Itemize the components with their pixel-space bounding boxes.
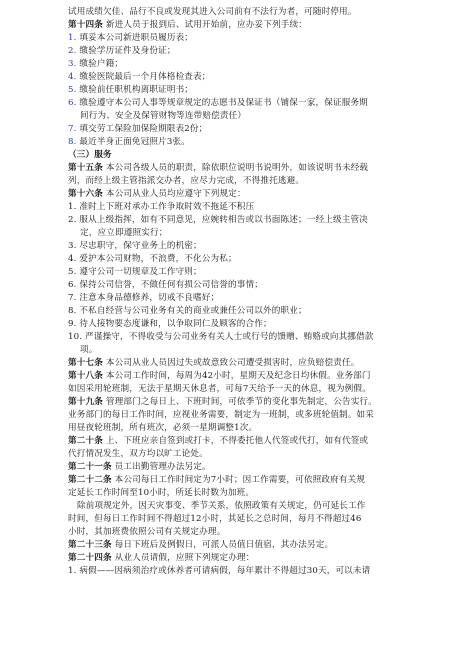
text-line bbox=[68, 123, 426, 136]
line-text: 本公司从业人员因过失或故意致公司遭受损害时，应负赔偿责任。 bbox=[102, 358, 360, 368]
line-text: 服从上级指挥，如有不同意见，应婉转相告或以书面陈述；一经上级主管决 bbox=[76, 215, 368, 225]
list-number: 8. bbox=[68, 137, 77, 147]
line-text: 定，应立即遵照实行； bbox=[80, 228, 168, 238]
line-text: 遵守公司一切规章及工作守则； bbox=[76, 267, 202, 277]
line-text: 本公司各级人员的职责，除依职位说明书说明外，如该说明书未经载 bbox=[102, 163, 369, 173]
article-number: 第十四条 bbox=[68, 20, 103, 30]
text-line bbox=[68, 227, 426, 240]
line-text: 管理部门之每日上、下班时间，可依季节的变化事先制定，公告实行。 bbox=[102, 397, 377, 407]
list-number: 7. bbox=[68, 293, 77, 303]
line-text: 间行为、安全及保管财物等连带赔偿责任） bbox=[80, 111, 247, 121]
article-number: 第十五条 bbox=[68, 163, 103, 173]
line-text: 严谨操守，不得收受与公司业务有关人士或行号的馈赠、贿赂或向其挪借款 bbox=[82, 332, 374, 342]
line-text: 试用成绩欠佳、品行不良或发现其进入公司前有不法行为者，可随时停用。 bbox=[68, 7, 357, 17]
text-line bbox=[68, 214, 426, 227]
line-text: 用昼夜轮班制，所有班次，必须一星期调整1次。 bbox=[68, 423, 258, 433]
line-text: 缴验户籍； bbox=[76, 59, 124, 69]
list-number: 8. bbox=[68, 306, 77, 316]
text-line bbox=[68, 318, 426, 331]
list-number: 2. bbox=[68, 215, 77, 225]
text-line bbox=[68, 552, 426, 565]
list-number: 5. bbox=[68, 267, 77, 277]
list-number: 4. bbox=[68, 254, 77, 264]
list-number: 1. bbox=[68, 33, 77, 43]
line-text: 病假——因病须治疗或休养者可请病假，每年累计不得超过30天，可以未请 bbox=[76, 566, 371, 576]
list-number: 1. bbox=[68, 566, 77, 576]
text-line bbox=[68, 539, 426, 552]
list-number: 10. bbox=[68, 332, 83, 342]
line-text: 填妥本公司新进职员履历表； bbox=[76, 33, 194, 43]
text-line bbox=[68, 162, 426, 175]
line-text: 填交劳工保险加保险期限表2份； bbox=[76, 124, 208, 134]
text-line bbox=[68, 565, 426, 578]
text-line bbox=[68, 71, 426, 84]
article-number: 第二十四条 bbox=[68, 553, 112, 563]
article-number: 第二十一条 bbox=[68, 462, 112, 472]
line-text: 代打情况发生，双方均以旷工论处。 bbox=[68, 449, 208, 459]
line-text: 本公司工作时间，每周为42小时，星期天及纪念日均休假。业务部门 bbox=[102, 371, 371, 381]
text-line bbox=[68, 45, 426, 58]
text-line bbox=[68, 396, 426, 409]
line-text: 缴验遵守本公司人事等规章规定的志愿书及保证书（铺保一家，保证服务期 bbox=[76, 98, 368, 108]
text-line bbox=[68, 19, 426, 32]
line-text: 缴验医院最后一个月体格检查表； bbox=[76, 72, 211, 82]
article-number: 第二十三条 bbox=[68, 540, 112, 550]
text-line bbox=[68, 149, 426, 162]
line-text: 待人接物要态度谦和，以争取同仁及顾客的合作； bbox=[76, 319, 272, 329]
text-line bbox=[68, 32, 426, 45]
article-number: （三）服务 bbox=[68, 150, 112, 160]
text-line bbox=[68, 370, 426, 383]
text-line bbox=[68, 84, 426, 97]
text-line bbox=[68, 188, 426, 201]
text-line bbox=[68, 344, 426, 357]
line-text: 小时，其加班费依照公司有关规定办理。 bbox=[68, 527, 226, 537]
text-line bbox=[68, 357, 426, 370]
text-line bbox=[68, 253, 426, 266]
article-number: 第十六条 bbox=[68, 189, 103, 199]
line-text: 准时上下班对承办工作争取时效不拖延不积压 bbox=[76, 202, 255, 212]
line-text: 本公司每日工作时间定为7小时；因工作需要，可依照政府有关规 bbox=[111, 475, 366, 485]
line-text: 缴验前任职机构离职证明书； bbox=[76, 85, 194, 95]
text-line bbox=[68, 6, 426, 19]
line-text: 缴验学历证件及身份证； bbox=[76, 46, 176, 56]
text-line bbox=[68, 500, 426, 513]
article-number: 第二十二条 bbox=[68, 475, 112, 485]
list-number: 9. bbox=[68, 319, 77, 329]
text-line bbox=[68, 474, 426, 487]
text-line bbox=[68, 58, 426, 71]
text-line bbox=[68, 305, 426, 318]
list-number: 2. bbox=[68, 46, 77, 56]
text-line bbox=[68, 409, 426, 422]
list-number: 3. bbox=[68, 241, 77, 251]
text-line bbox=[68, 110, 426, 123]
list-number: 7. bbox=[68, 124, 77, 134]
text-line bbox=[68, 526, 426, 539]
text-line bbox=[68, 201, 426, 214]
line-text: 新进人员于报到后、试用开始前，应办妥下列手续： bbox=[102, 20, 307, 30]
text-line bbox=[68, 487, 426, 500]
article-number: 第十八条 bbox=[68, 371, 103, 381]
line-text: 业务部门的每日工作时间，应视业务需要，制定为一班制，或多班轮值制。如采 bbox=[68, 410, 375, 420]
line-text: 最近半身正面免冠照片3张。 bbox=[76, 137, 190, 147]
line-text: 项。 bbox=[80, 345, 98, 355]
line-text: 列，而经上级主管指派交办者，应尽力完成，不得推托逃避。 bbox=[68, 176, 305, 186]
list-number: 4. bbox=[68, 72, 77, 82]
list-number: 5. bbox=[68, 85, 77, 95]
line-text: 上、下班应亲自签到或打卡，不得委托他人代签或代打，如有代签或 bbox=[102, 436, 369, 446]
text-line bbox=[68, 383, 426, 396]
text-line bbox=[68, 461, 426, 474]
article-number: 第十九条 bbox=[68, 397, 103, 407]
list-number: 6. bbox=[68, 98, 77, 108]
line-text: 每日下班后及例假日，可派人员值日值宿，其办法另定。 bbox=[111, 540, 334, 550]
line-text: 员工出勤管理办法另定。 bbox=[111, 462, 211, 472]
text-line bbox=[68, 175, 426, 188]
text-line bbox=[68, 266, 426, 279]
text-line bbox=[68, 448, 426, 461]
text-line bbox=[68, 292, 426, 305]
line-text: 定延长工作时间至10小时，所延长时数为加班。 bbox=[68, 488, 255, 498]
text-line bbox=[68, 240, 426, 253]
text-line bbox=[68, 331, 426, 344]
text-line bbox=[68, 422, 426, 435]
line-text: 如因采用轮班制，无法于星期天休息者，可每7天给予一天的休息，视为例假。 bbox=[68, 384, 371, 394]
line-text: 时间，但每日工作时间不得超过12小时，其延长之总时间，每月不得超过46 bbox=[68, 514, 362, 524]
list-number: 3. bbox=[68, 59, 77, 69]
text-line bbox=[68, 136, 426, 149]
line-text: 本公司从业人员均应遵守下列规定： bbox=[102, 189, 246, 199]
line-text: 爱护本公司财物，不浪费，不化公为私； bbox=[76, 254, 237, 264]
line-text: 除前项规定外，因天灾事变、季节关系，依照政策有关规定，仍可延长工作 bbox=[77, 501, 366, 511]
line-text: 保持公司信誉，不做任何有损公司信誉的事情； bbox=[76, 280, 264, 290]
text-line bbox=[68, 279, 426, 292]
list-number: 1. bbox=[68, 202, 77, 212]
article-number: 第十七条 bbox=[68, 358, 103, 368]
line-text: 尽忠职守，保守业务上的机密； bbox=[76, 241, 202, 251]
list-number: 6. bbox=[68, 280, 77, 290]
text-line bbox=[68, 97, 426, 110]
line-text: 不私自经营与公司业务有关的商业或兼任公司以外的职业； bbox=[76, 306, 307, 316]
line-text: 从业人员请假，应照下列规定办理： bbox=[111, 553, 255, 563]
article-number: 第二十条 bbox=[68, 436, 103, 446]
text-line bbox=[68, 513, 426, 526]
line-text: 注意本身品德修养，切戒不良嗜好； bbox=[76, 293, 220, 303]
text-line bbox=[68, 435, 426, 448]
